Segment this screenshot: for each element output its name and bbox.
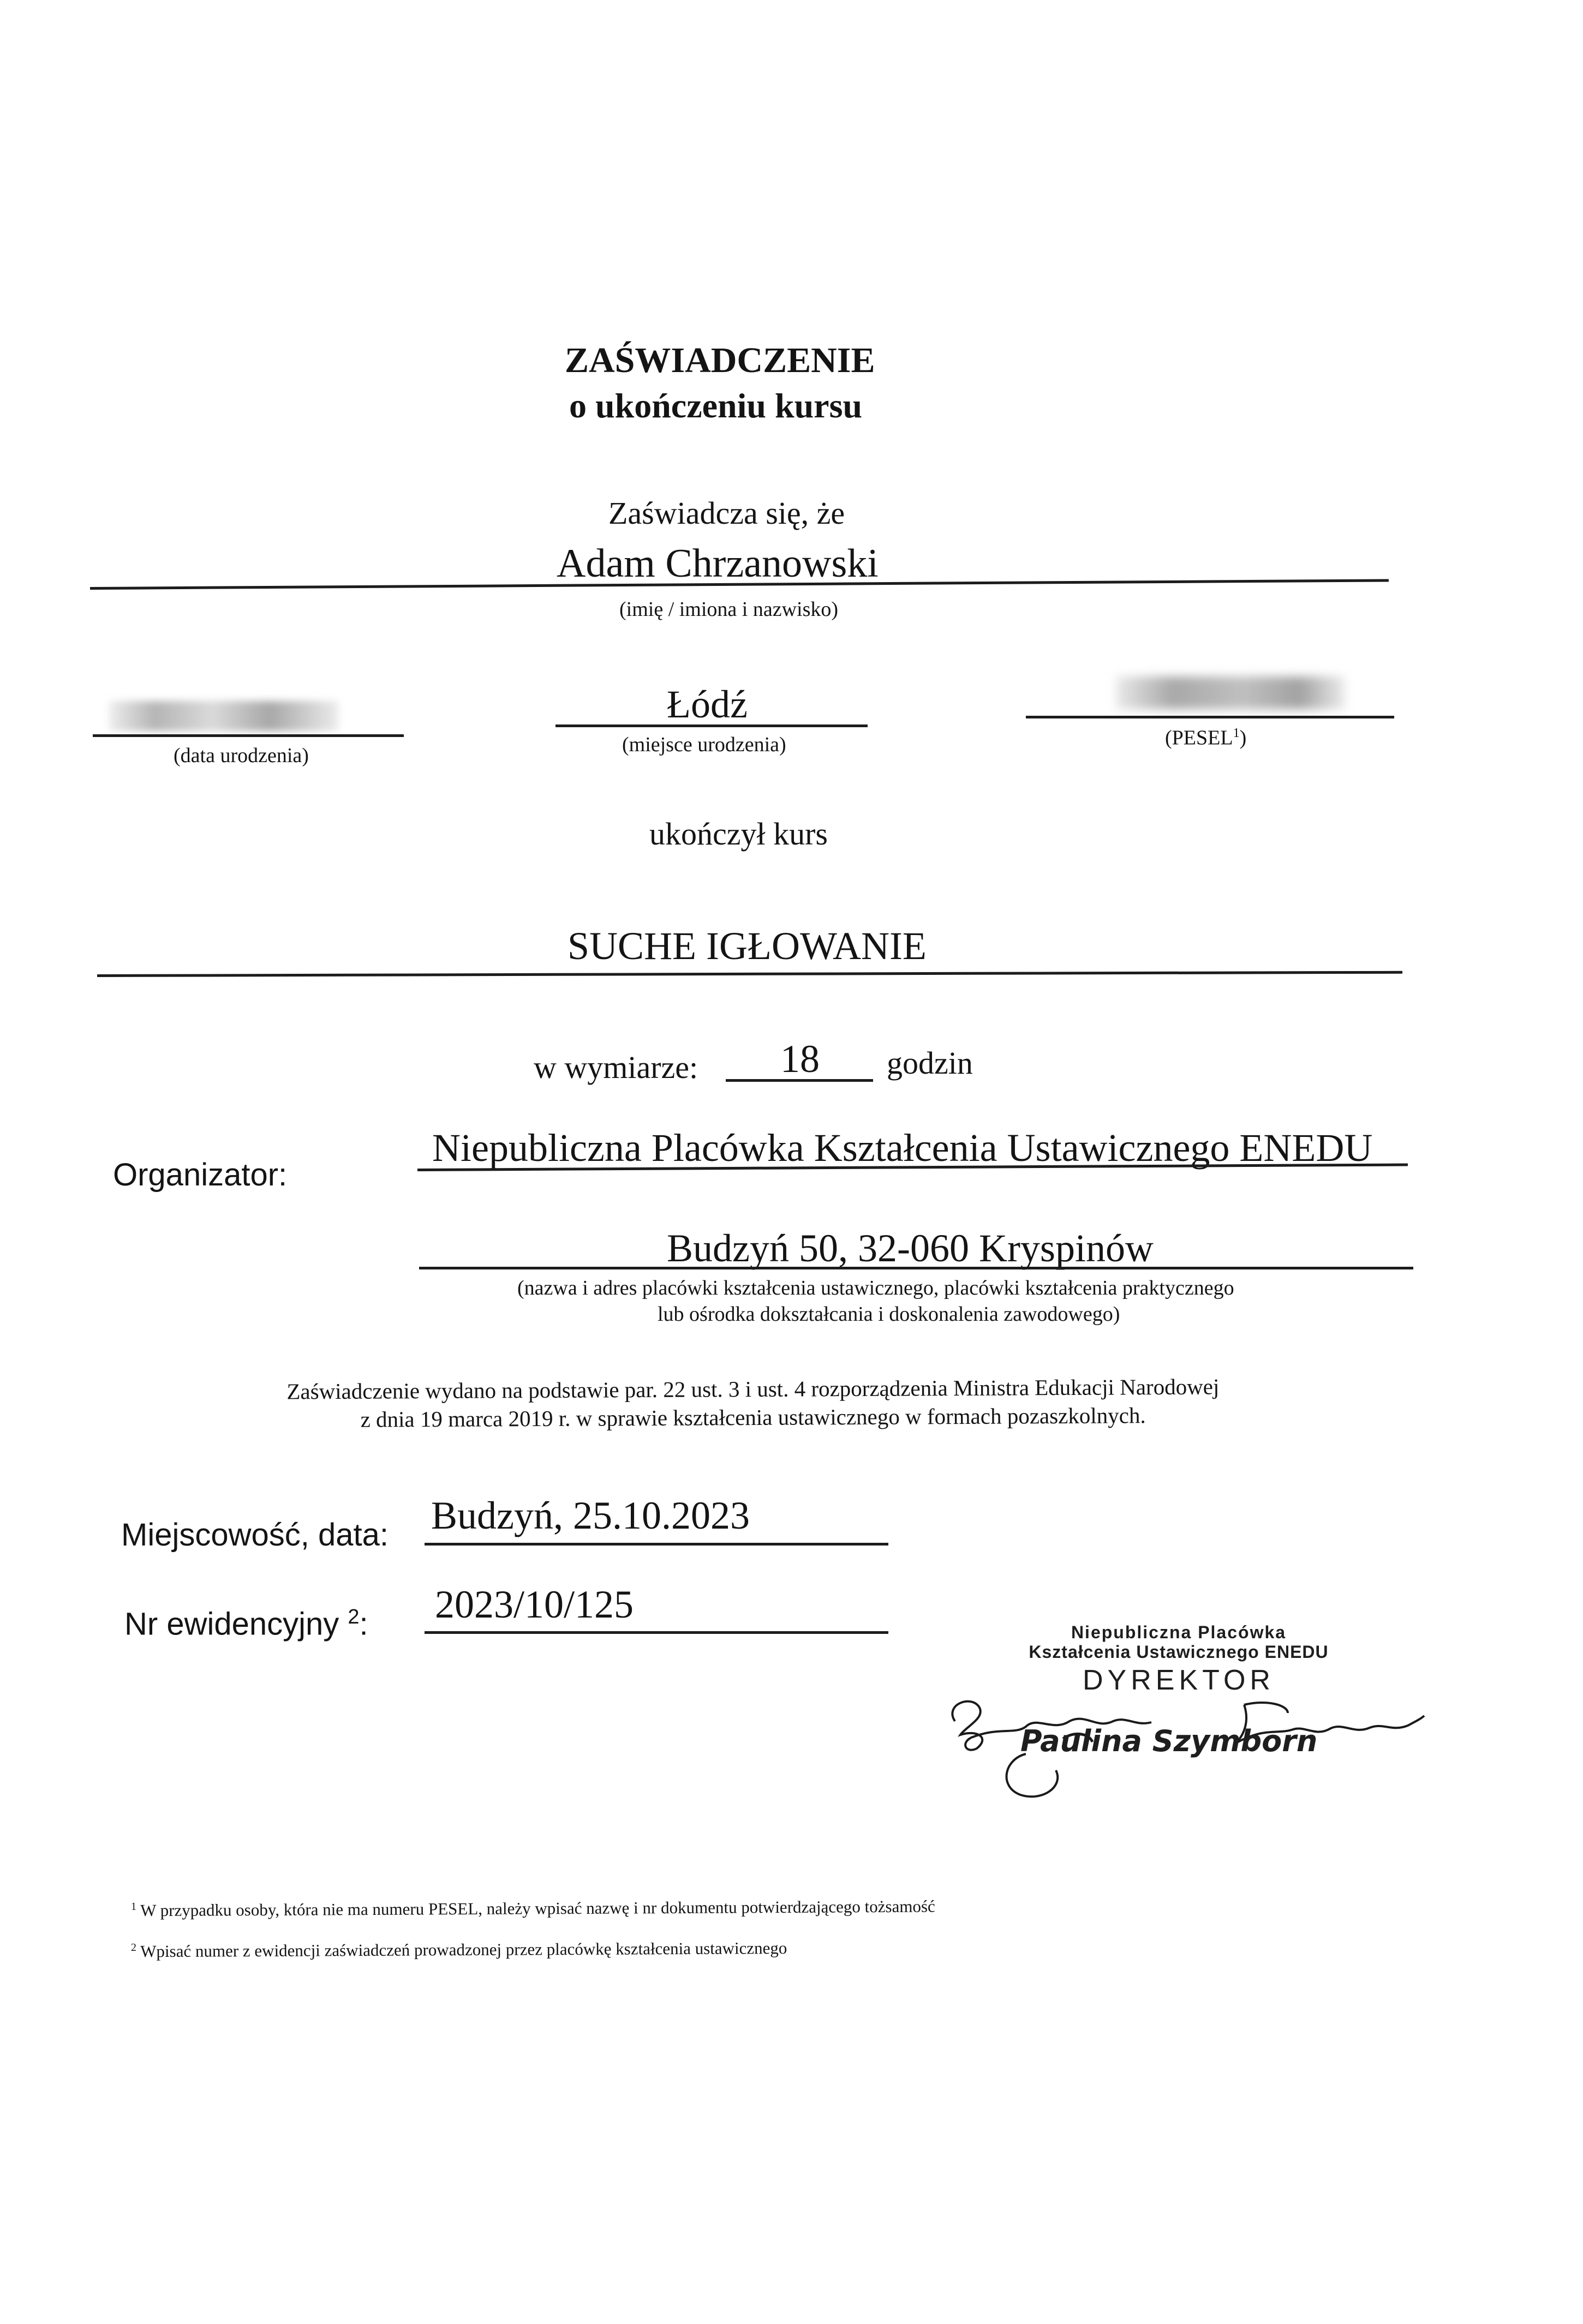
birth-place-underline [555,724,868,727]
stamp-line2: Kształcenia Ustawicznego ENEDU [1029,1642,1329,1662]
birth-place-caption: (miejsce urodzenia) [622,733,786,756]
certificate-subtitle: o ukończeniu kursu [569,386,863,425]
footnote-1: $^1$ W przypadku osoby, która nie ma numeru PESEL, należy wpisać nazwę i nr dokumentu potwierdzającego tożsamość [130,1896,935,1920]
legal-basis [207,1372,1299,1435]
place-date-label: Miejscowość, data: [121,1517,389,1553]
hours-prefix: w wymiarze: [534,1050,698,1085]
legal-basis-line2: z dnia 19 marca 2019 r. w sprawie kształcenia ustawicznego w formach pozaszkolnych. [360,1403,1146,1433]
hours-underline [726,1079,873,1082]
place-date-value: Budzyń, 25.10.2023 [431,1494,750,1537]
stamp-line1: Niepubliczna Placówka [1071,1622,1287,1642]
course-hours: 18 [780,1037,820,1081]
organizer-caption-line2: lub ośrodka dokształcania i doskonalenia zawodowego) [658,1303,1120,1326]
birth-place: Łódź [667,682,748,726]
pesel-redacted [1116,676,1345,709]
completed-text: ukończył kurs [649,816,828,852]
birth-date-redacted [109,701,338,731]
course-name: SUCHE IGŁOWANIE [568,924,927,968]
name-caption: (imię / imiona i nazwisko) [619,598,839,621]
record-number-underline [425,1631,888,1634]
pesel-underline [1026,716,1394,718]
pesel-caption: (PESEL$^1$) [1165,726,1247,750]
certifies-text: Zaświadcza się, że [608,495,845,531]
organizer-label: Organizator: [113,1157,288,1193]
organizer-address-underline [419,1267,1413,1269]
stamp-director-name: Paulina Szymborn [1020,1724,1318,1758]
legal-basis-line1: Zaświadczenie wydano na podstawie par. 22 ust. 3 i ust. 4 rozporządzenia Ministra Edukacji Narodowej [286,1374,1220,1404]
record-number-value: 2023/10/125 [435,1583,634,1626]
course-underline [97,971,1402,977]
person-name: Adam Chrzanowski [557,541,879,586]
record-number-label: Nr ewidencyjny $^2$: [124,1606,368,1642]
birth-date-underline [93,734,404,737]
footnote-2: $^2$ Wpisać numer z ewidencji zaświadczeń prowadzonej przez placówkę kształcenia ustawicznego [130,1938,787,1961]
organizer-caption-line1: (nazwa i adres placówki kształcenia ustawicznego, placówki kształcenia praktycznego [517,1277,1234,1299]
birth-date-caption: (data urodzenia) [174,744,309,767]
organizer-name: Niepubliczna Placówka Kształcenia Ustawicznego ENEDU [432,1126,1373,1170]
hours-suffix: godzin [887,1045,973,1081]
stamp-line3: DYREKTOR [1083,1664,1275,1696]
place-date-underline [425,1543,888,1546]
organizer-address: Budzyń 50, 32-060 Kryspinów [667,1226,1154,1270]
certificate-title: ZAŚWIADCZENIE [565,340,875,380]
